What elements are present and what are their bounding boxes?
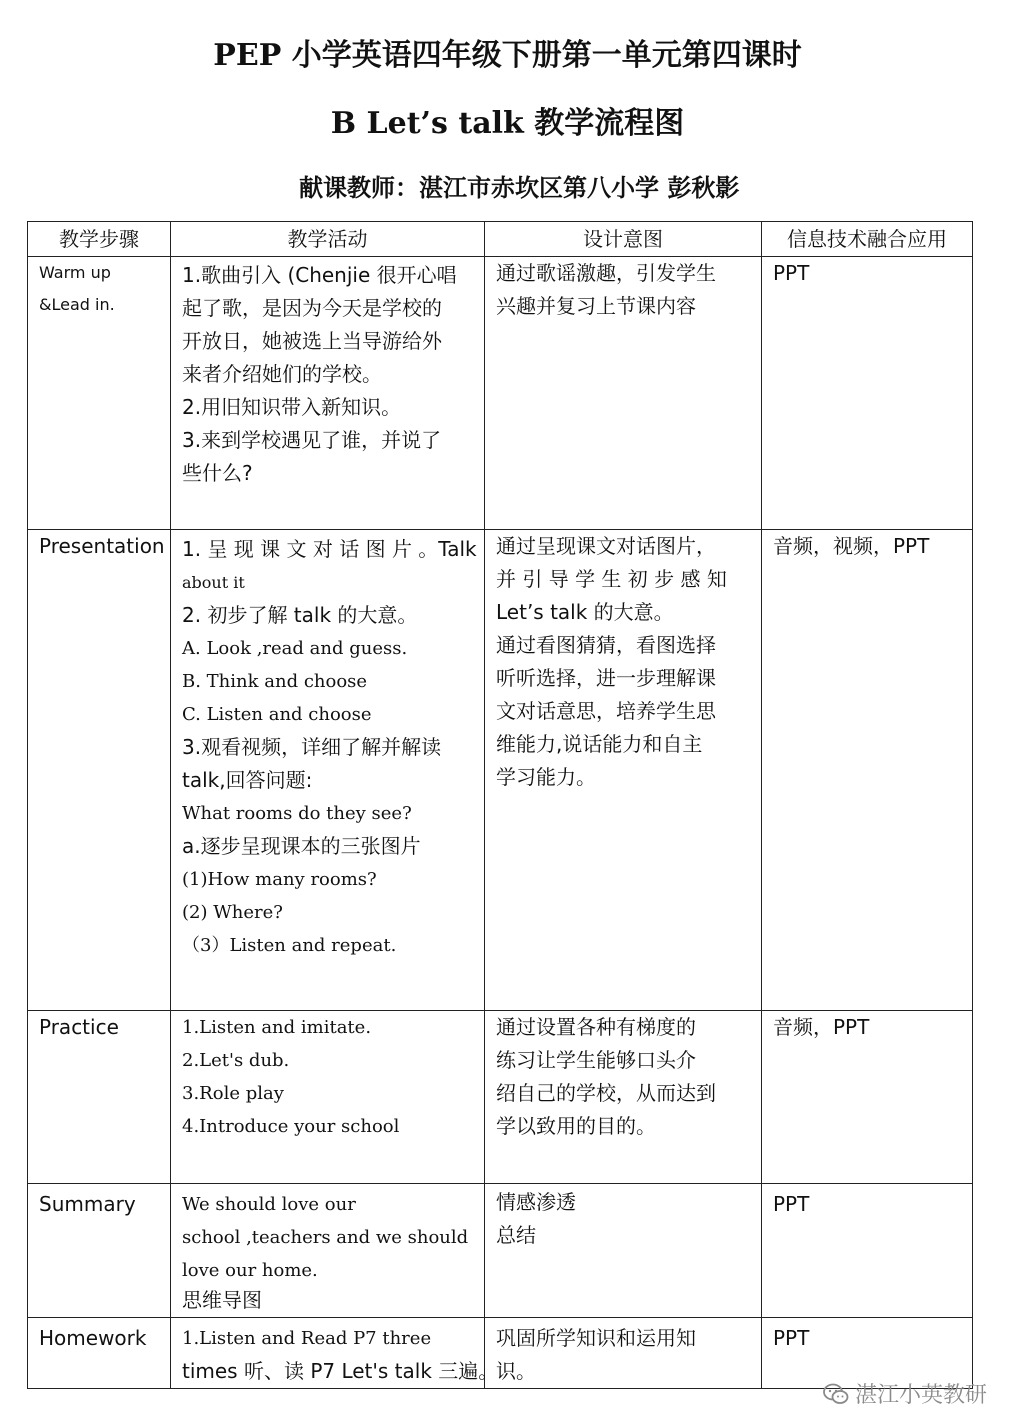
step-practice: Practice xyxy=(28,1011,171,1184)
watermark xyxy=(823,1378,987,1409)
document-title: PEP 小学英语四年级下册第一单元第四课时 xyxy=(213,38,802,73)
header-intent: 设计意图 xyxy=(485,222,762,257)
step-summary: Summary xyxy=(28,1184,171,1318)
activity-summary: We should love our school ,teachers and we should love our home. 思维导图 xyxy=(171,1184,485,1318)
tech-homework: PPT xyxy=(762,1318,973,1389)
step-homework: Homework xyxy=(28,1318,171,1389)
header-activity: 教学活动 xyxy=(171,222,485,257)
activity-presentation: 1. 呈 现 课 文 对 话 图 片 。Talk about it 2. 初步了解 talk 的大意。 A. Look ,read and guess. B. Think and choose C. Listen and choose 3.观看视频，详细了解并解读 talk,回答问题: What rooms do they see? a.逐步呈现课本的三张图片 (1)How many rooms? (2) Where? （3）Listen and repeat. xyxy=(171,530,485,1011)
intent-presentation: 通过呈现课文对话图片， 并 引 导 学 生 初 步 感 知 Let’s talk 的大意。 通过看图猜猜，看图选择 听听选择，进一步理解课 文对话意思，培养学生思 维能力,说话能力和自主 学习能力。 xyxy=(485,530,762,1011)
intent-practice: 通过设置各种有梯度的 练习让学生能够口头介 绍自己的学校，从而达到 学以致用的目的。 xyxy=(485,1011,762,1184)
activity-warmup: 1.歌曲引入 (Chenjie 很开心唱 起了歌，是因为今天是学校的 开放日，她被选上当导游给外 来者介绍她们的学校。 2.用旧知识带入新知识。 3.来到学校遇见了谁，并说了 些什么? xyxy=(171,257,485,530)
teacher-info: 献课教师：湛江市赤坎区第八小学 彭秋影 xyxy=(299,174,740,202)
step-presentation: Presentation xyxy=(28,530,171,1011)
tech-warmup: PPT xyxy=(762,257,973,530)
intent-warmup: 通过歌谣激趣，引发学生 兴趣并复习上节课内容 xyxy=(485,257,762,530)
table-header-row xyxy=(28,222,973,257)
tech-summary: PPT xyxy=(762,1184,973,1318)
header-step: 教学步骤 xyxy=(28,222,171,257)
intent-summary: 情感渗透 总结 xyxy=(485,1184,762,1318)
teaching-flow-table xyxy=(27,221,973,1389)
intent-homework: 巩固所学知识和运用知 识。 xyxy=(485,1318,762,1389)
document-subtitle: B Let’s talk 教学流程图 xyxy=(330,106,685,141)
tech-practice: 音频，PPT xyxy=(762,1011,973,1184)
tech-presentation: 音频，视频，PPT xyxy=(762,530,973,1011)
watermark-text: 湛江小英教研 xyxy=(854,1383,987,1408)
wechat-icon xyxy=(823,1383,849,1405)
table-row xyxy=(28,1184,973,1318)
activity-homework: 1.Listen and Read P7 three times 听、读 P7 Let's talk 三遍。 xyxy=(171,1318,485,1389)
table-row xyxy=(28,530,973,1011)
table-row xyxy=(28,257,973,530)
step-warmup: Warm up &Lead in. xyxy=(28,257,171,530)
activity-practice: 1.Listen and imitate. 2.Let's dub. 3.Role play 4.Introduce your school xyxy=(171,1011,485,1184)
table-row xyxy=(28,1011,973,1184)
header-tech: 信息技术融合应用 xyxy=(762,222,973,257)
